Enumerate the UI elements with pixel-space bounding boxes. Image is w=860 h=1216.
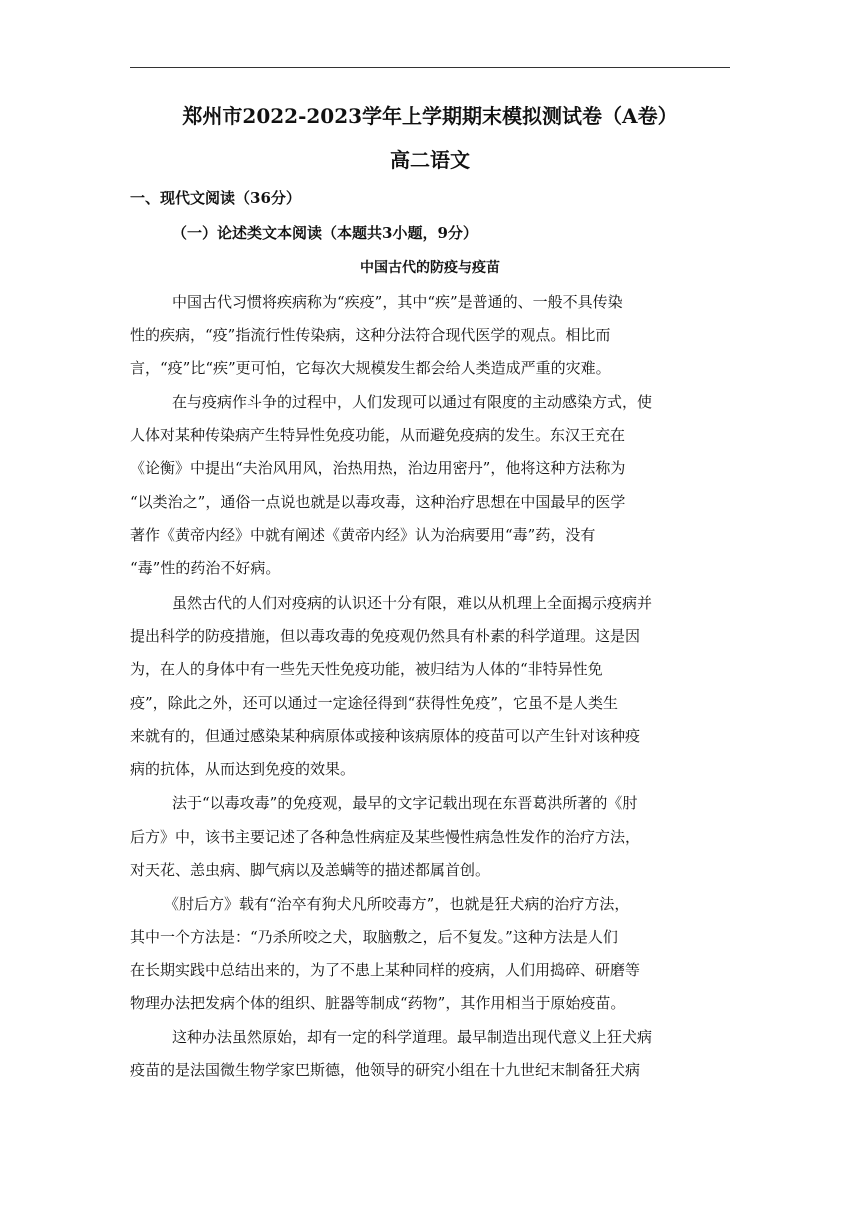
article-line: 《肘后方》载有“治卒有狗犬凡所咬毒方”，也就是狂犬病的治疗方法，: [164, 895, 630, 913]
article-line: 这种办法虽然原始，却有一定的科学道理。最早制造出现代意义上狂犬病: [172, 1028, 653, 1046]
exam-title: 郑州市2022-2023学年上学期期末模拟测试卷（A卷）: [182, 104, 678, 128]
section-heading: 一、现代文阅读（36分）: [130, 189, 301, 207]
article-line: “毒”性的药治不好病。: [130, 559, 281, 577]
article-title: 中国古代的防疫与疫苗: [360, 260, 500, 276]
article-line: 人体对某种传染病产生特异性免疫功能，从而避免疫病的发生。东汉王充在: [130, 426, 626, 444]
article-line: 对天花、恙虫病、脚气病以及恙螨等的描述都属首创。: [130, 861, 491, 879]
article-line: 疫”，除此之外，还可以通过一定途径得到“获得性免疫”，它虽不是人类生: [130, 694, 619, 712]
article-line: 言，“疫”比“疾”更可怕，它每次大规模发生都会给人类造成严重的灾难。: [130, 359, 611, 377]
exam-subject: 高二语文: [390, 148, 470, 172]
article-line: 物理办法把发病个体的组织、脏器等制成“药物”，其作用相当于原始疫苗。: [130, 994, 626, 1012]
article-line: 法于“以毒攻毒”的免疫观，最早的文字记载出现在东晋葛洪所著的《肘: [172, 794, 638, 812]
article-line: 提出科学的防疫措施，但以毒攻毒的免疫观仍然具有朴素的科学道理。这是因: [130, 627, 641, 645]
article-line: 疫苗的是法国微生物学家巴斯德，他领导的研究小组在十九世纪末制备狂犬病: [130, 1061, 641, 1079]
article-line: 《论衡》中提出“夫治风用风，治热用热，治边用密丹”，他将这种方法称为: [130, 459, 626, 477]
article-line: 性的疾病，“疫”指流行性传染病，这种分法符合现代医学的观点。相比而: [130, 326, 611, 344]
article-line: 其中一个方法是：“乃杀所咬之犬，取脑敷之，后不复发。”这种方法是人们: [130, 928, 618, 946]
subsection-heading: （一）论述类文本阅读（本题共3小题，9分）: [172, 224, 478, 242]
article-line: 虽然古代的人们对疫病的认识还十分有限，难以从机理上全面揭示疫病并: [172, 594, 653, 612]
article-line: 中国古代习惯将疾病称为“疾疫”，其中“疾”是普通的、一般不具传染: [172, 293, 623, 311]
header-rule: [130, 67, 730, 68]
article-line: 病的抗体，从而达到免疫的效果。: [130, 760, 356, 778]
article-line: 在长期实践中总结出来的，为了不患上某种同样的疫病，人们用捣碎、研磨等: [130, 961, 641, 979]
article-line: 在与疫病作斗争的过程中，人们发现可以通过有限度的主动感染方式，使: [172, 393, 653, 411]
article-line: 来就有的，但通过感染某种病原体或接种该病原体的疫苗可以产生针对该种疫: [130, 727, 641, 745]
article-line: “以类治之”，通俗一点说也就是以毒攻毒，这种治疗思想在中国最早的医学: [130, 493, 626, 511]
article-line: 为，在人的身体中有一些先天性免疫功能，被归结为人体的“非特异性免: [130, 660, 603, 678]
article-line: 后方》中，该书主要记述了各种急性病症及某些慢性病急性发作的治疗方法，: [130, 828, 641, 846]
article-line: 著作《黄帝内经》中就有阐述《黄帝内经》认为治病要用“毒”药，没有: [130, 526, 596, 544]
